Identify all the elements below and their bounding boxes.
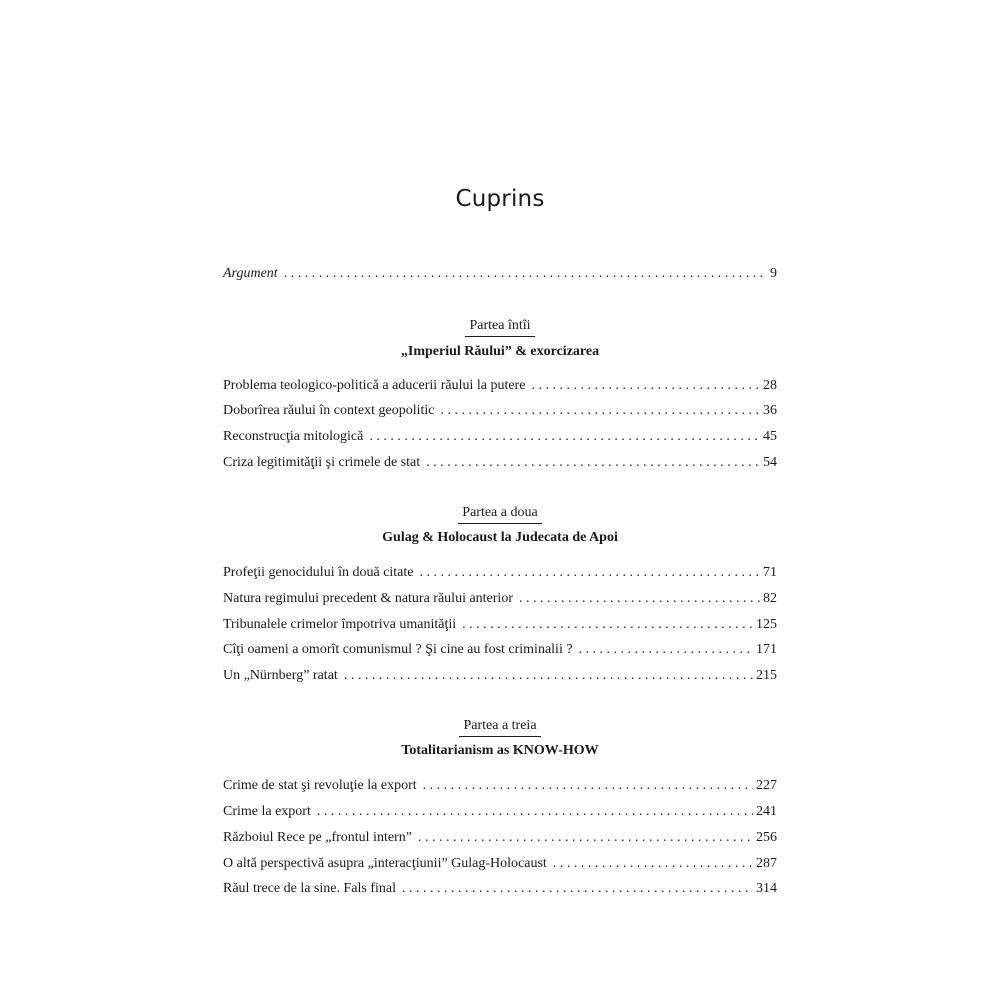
part-heading: „Imperiul Răului” & exorcizarea (400, 344, 600, 359)
toc-entry-argument[interactable] (223, 266, 777, 284)
part-label (223, 318, 777, 337)
dot-leader (344, 668, 753, 684)
toc-entry[interactable] (223, 617, 777, 635)
part-heading: Gulag & Holocaust la Judecata de Apoi (382, 530, 618, 545)
entry-title: Crime de stat şi revoluţie la export (223, 778, 417, 793)
dot-leader (317, 804, 753, 820)
toc-entry[interactable] (223, 455, 777, 473)
part-label-text: Partea a doua (458, 505, 541, 524)
entry-title: O altă perspectivă asupra „interacţiunii” Gulag-Holocaust (223, 856, 547, 871)
entry-title: Cîţi oameni a omorît comunismul ? Şi cine au fost criminalii ? (223, 642, 573, 657)
part-label-text: Partea întîi (465, 318, 534, 337)
page-number: 82 (763, 591, 777, 606)
page-number: 36 (763, 403, 777, 418)
page-number: 256 (756, 830, 777, 845)
toc-entry[interactable] (223, 565, 777, 583)
page-number: 227 (756, 778, 777, 793)
toc-entry[interactable] (223, 668, 777, 686)
dot-leader (531, 378, 760, 394)
toc-entry[interactable] (223, 881, 777, 899)
entry-title: Doborîrea răului în context geopolitic (223, 403, 435, 418)
toc-entry[interactable] (223, 378, 777, 396)
toc-entry[interactable] (223, 778, 777, 796)
page-number: 215 (756, 668, 777, 683)
toc-entry[interactable] (223, 830, 777, 848)
page-number: 171 (756, 642, 777, 657)
entry-title: Natura regimului precedent & natura răului anterior (223, 591, 513, 606)
page-number: 71 (763, 565, 777, 580)
entry-title: Crime la export (223, 804, 311, 819)
entry-title: Tribunalele crimelor împotriva umanităţii (223, 617, 457, 632)
entry-title: Criza legitimităţii şi crimele de stat (223, 455, 421, 470)
toc-entry[interactable] (223, 804, 777, 822)
dot-leader (423, 778, 753, 794)
toc-entry[interactable] (223, 591, 777, 609)
dot-leader (519, 591, 760, 607)
entry-title: Argument (223, 266, 278, 281)
page-number: 45 (763, 429, 777, 444)
entry-title: Răul trece de la sine. Fals final (223, 881, 396, 896)
dot-leader (426, 455, 760, 471)
part-label (223, 718, 777, 737)
entry-title: Războiul Rece pe „frontul intern” (223, 830, 412, 845)
part-label (223, 505, 777, 524)
dot-leader (418, 830, 753, 846)
page-number: 54 (763, 455, 777, 470)
page-number: 28 (763, 378, 777, 393)
dot-leader (579, 642, 753, 658)
dot-leader (284, 266, 767, 282)
dot-leader (369, 429, 760, 445)
entry-title: Problema teologico-politică a aducerii răului la putere (223, 378, 526, 393)
page-title: Cuprins (455, 186, 545, 212)
dot-leader (420, 565, 760, 581)
page-number: 287 (756, 856, 777, 871)
dot-leader (462, 617, 753, 633)
dot-leader (553, 856, 753, 872)
toc-entry[interactable] (223, 429, 777, 447)
page-number: 9 (770, 266, 777, 281)
dot-leader (402, 881, 753, 897)
page-number: 125 (756, 617, 777, 632)
part-label-text: Partea a treia (459, 718, 540, 737)
entry-title: Reconstrucţia mitologică (223, 429, 364, 444)
toc-entry[interactable] (223, 403, 777, 421)
page-number: 241 (756, 804, 777, 819)
entry-title: Profeţii genocidului în două citate (223, 565, 414, 580)
dot-leader (441, 403, 761, 419)
toc-entry[interactable] (223, 642, 777, 660)
entry-title: Un „Nürnberg” ratat (223, 668, 338, 683)
toc-entry[interactable] (223, 856, 777, 874)
part-heading: Totalitarianism as KNOW-HOW (401, 743, 599, 758)
page-number: 314 (756, 881, 777, 896)
